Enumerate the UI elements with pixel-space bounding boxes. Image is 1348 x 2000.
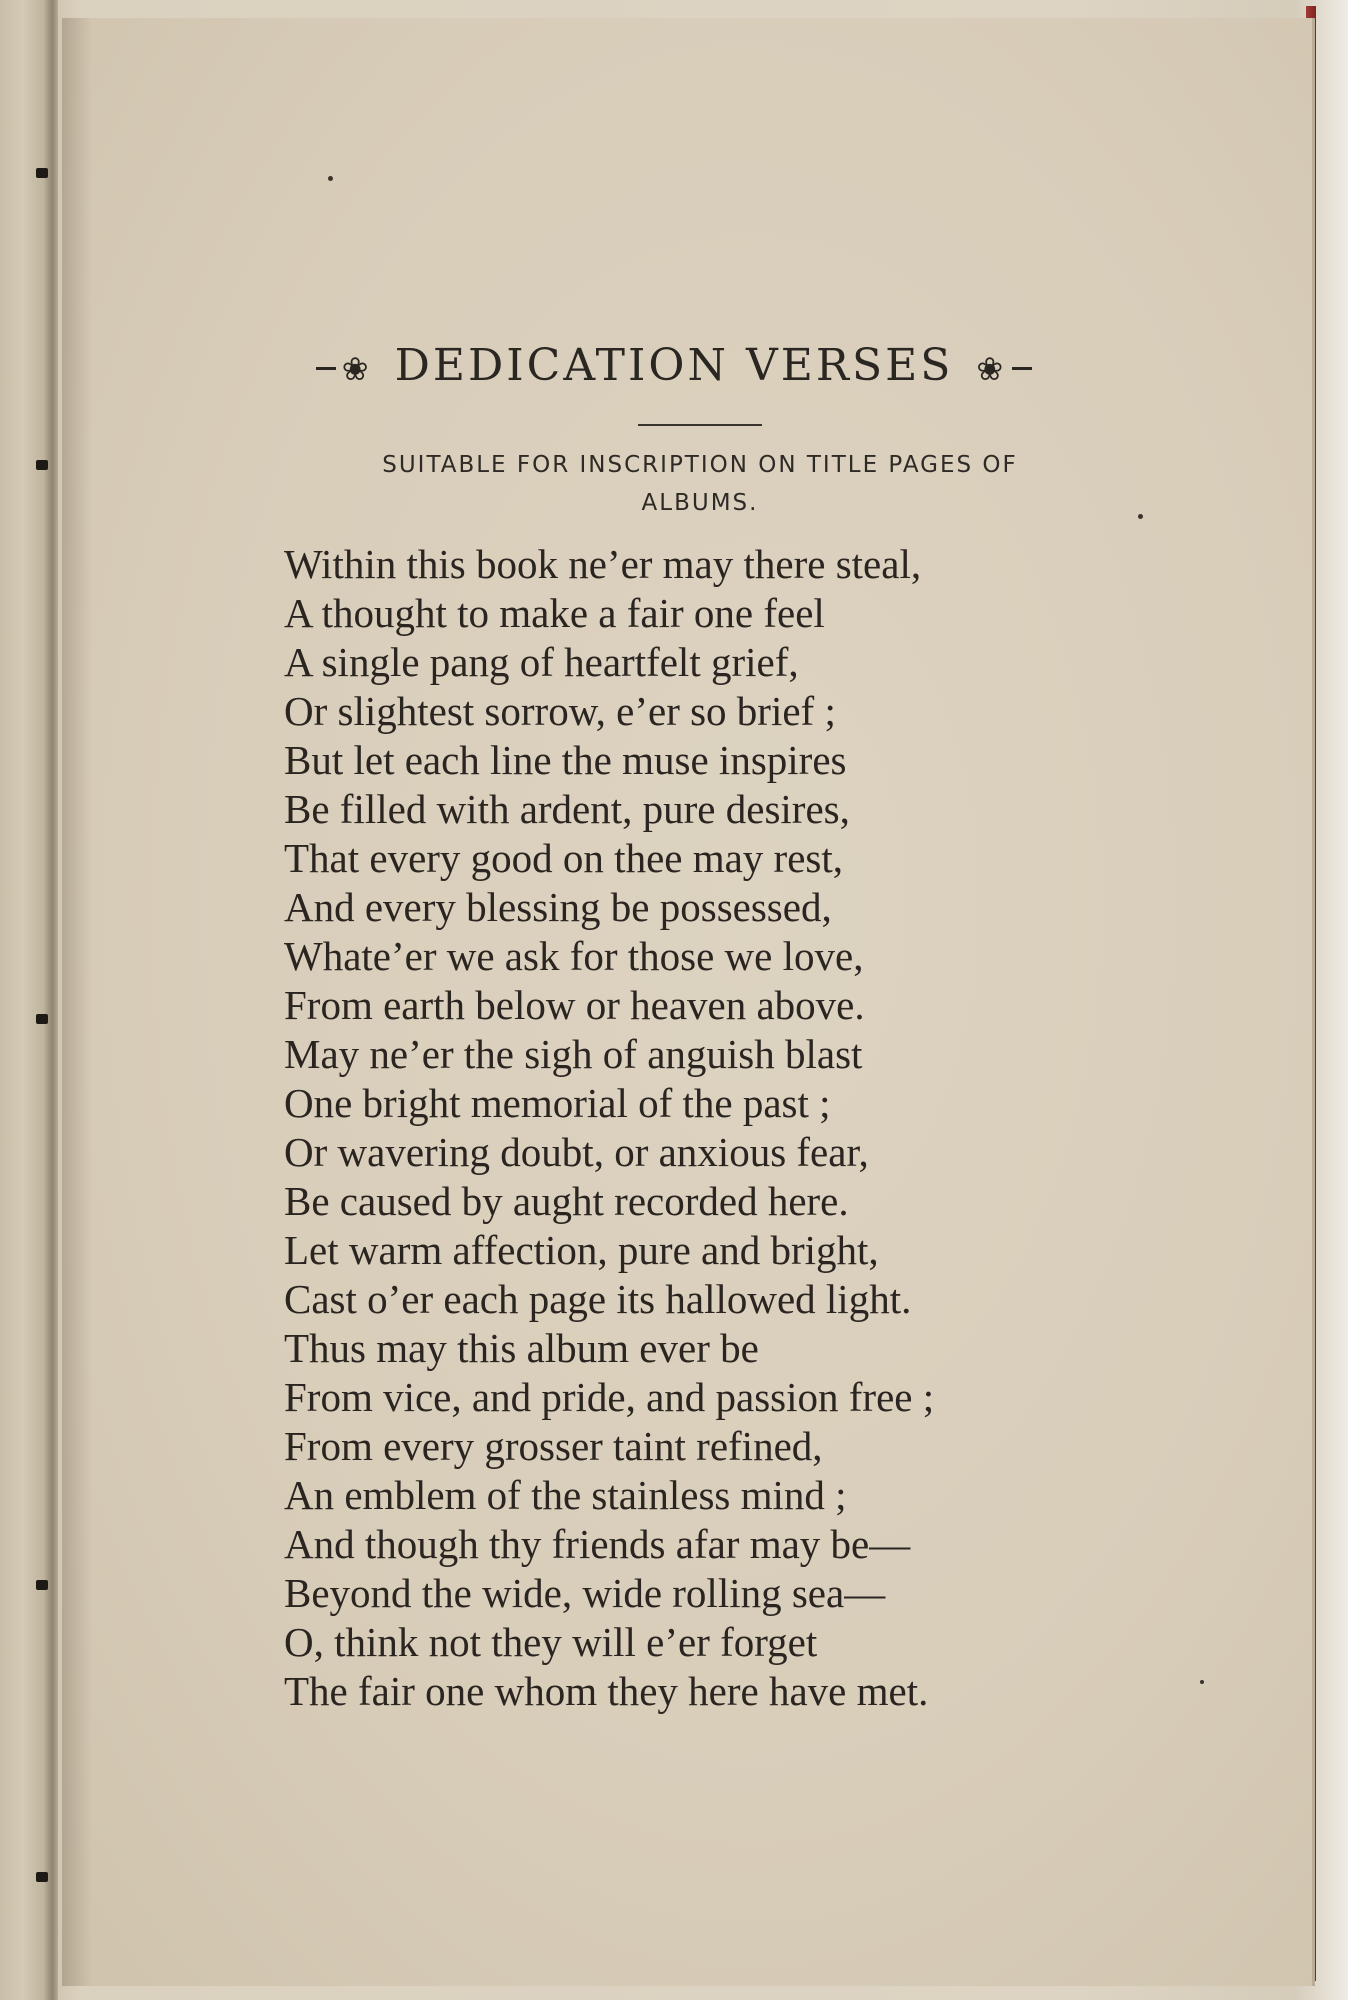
- flower-ornament-icon: ❀: [976, 349, 1007, 388]
- poem-line: Be filled with ardent, pure desires,: [284, 786, 850, 832]
- poem-line: Thus may this album ever be: [284, 1325, 759, 1371]
- poem-line: Beyond the wide, wide rolling sea—: [284, 1570, 886, 1616]
- binding-stitch: [36, 168, 48, 178]
- poem-line: An emblem of the stainless mind ;: [284, 1472, 847, 1518]
- binding-stitch: [36, 1014, 48, 1024]
- poem-line: Whate’er we ask for those we love,: [284, 933, 864, 979]
- subtitle: [280, 446, 1120, 522]
- ornament-dash-left: [316, 367, 336, 370]
- poem-line: And though thy friends afar may be—: [284, 1521, 911, 1567]
- poem-line: From every grosser taint refined,: [284, 1423, 823, 1469]
- paper-speck: [1138, 514, 1143, 519]
- poem-line: O, think not they will e’er forget: [284, 1619, 818, 1665]
- poem-line: May ne’er the sigh of anguish blast: [284, 1031, 863, 1077]
- poem-line: A thought to make a fair one feel: [284, 590, 825, 636]
- poem-line: Or slightest sorrow, e’er so brief ;: [284, 688, 836, 734]
- title-text: DEDICATION VERSES: [394, 340, 954, 391]
- poem-line: The fair one whom they here have met.: [284, 1668, 929, 1714]
- subtitle-line-2: ALBUMS.: [641, 490, 759, 516]
- binding-stitch: [36, 1872, 48, 1882]
- ornament-dash-right: [1012, 367, 1032, 370]
- poem-line: Cast o’er each page its hallowed light.: [284, 1276, 912, 1322]
- poem-line: A single pang of heartfelt grief,: [284, 639, 799, 685]
- poem-line: Within this book ne’er may there steal,: [284, 541, 922, 587]
- flower-ornament-icon: ❀: [341, 349, 372, 388]
- poem-line: From vice, and pride, and passion free ;: [284, 1374, 935, 1420]
- poem-line: Or wavering doubt, or anxious fear,: [284, 1129, 869, 1175]
- poem-verses: [284, 540, 1144, 1716]
- title-divider: [638, 424, 762, 426]
- poem-line: Let warm affection, pure and bright,: [284, 1227, 879, 1273]
- paper-speck: [328, 176, 333, 181]
- binding-stitch: [36, 460, 48, 470]
- page-title: [0, 340, 1348, 391]
- poem-line: That every good on thee may rest,: [284, 835, 844, 881]
- binding-stitch: [36, 1580, 48, 1590]
- subtitle-line-1: SUITABLE FOR INSCRIPTION ON TITLE PAGES OF: [382, 452, 1018, 478]
- book-spine: [0, 0, 58, 2000]
- poem-line: And every blessing be possessed,: [284, 884, 832, 930]
- poem-line: From earth below or heaven above.: [284, 982, 865, 1028]
- paper-speck: [1200, 1680, 1204, 1684]
- poem-line: But let each line the muse inspires: [284, 737, 847, 783]
- page-gutter-shadow: [62, 18, 92, 1986]
- poem-line: One bright memorial of the past ;: [284, 1080, 831, 1126]
- poem-line: Be caused by aught recorded here.: [284, 1178, 849, 1224]
